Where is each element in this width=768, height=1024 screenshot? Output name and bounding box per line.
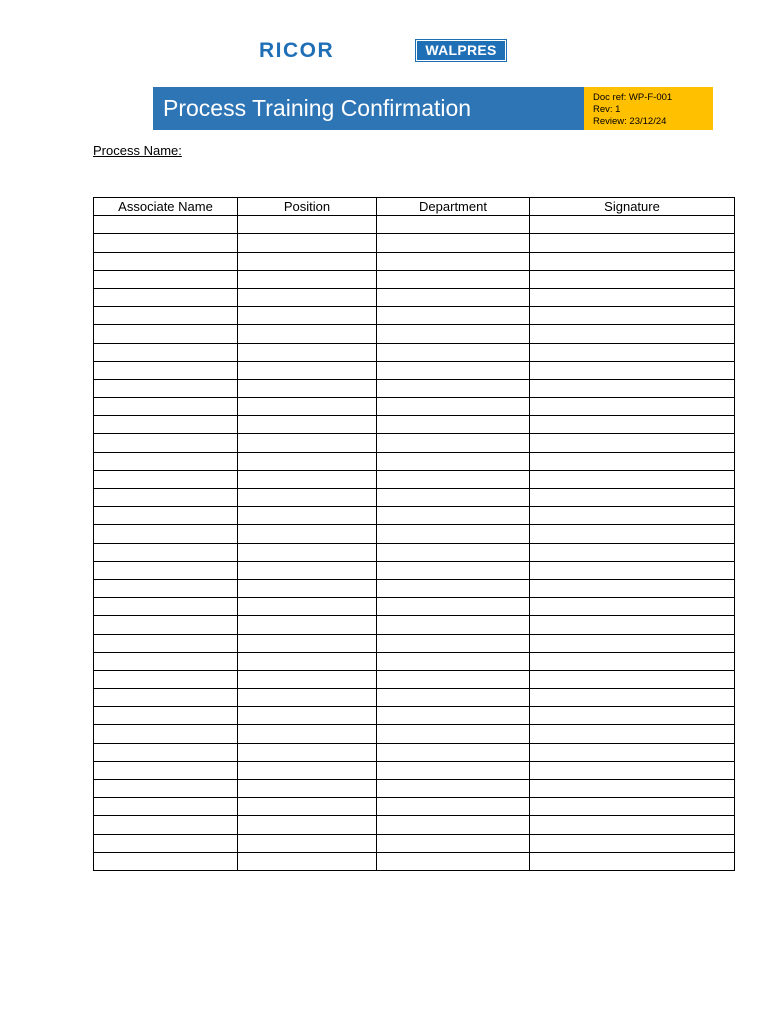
table-row bbox=[94, 325, 735, 343]
department-cell[interactable] bbox=[377, 816, 530, 834]
table-row bbox=[94, 361, 735, 379]
walpres-logo bbox=[415, 39, 507, 62]
table-row bbox=[94, 561, 735, 579]
associate-name-cell[interactable] bbox=[94, 288, 238, 306]
signature-cell[interactable] bbox=[530, 780, 735, 798]
department-cell[interactable] bbox=[377, 743, 530, 761]
signature-cell[interactable] bbox=[530, 434, 735, 452]
position-cell[interactable] bbox=[238, 361, 377, 379]
department-cell[interactable] bbox=[377, 761, 530, 779]
position-cell[interactable] bbox=[238, 634, 377, 652]
department-cell[interactable] bbox=[377, 725, 530, 743]
associate-name-cell[interactable] bbox=[94, 470, 238, 488]
doc-rev: Rev: 1 bbox=[593, 104, 621, 115]
associate-name-cell[interactable] bbox=[94, 270, 238, 288]
signature-cell[interactable] bbox=[530, 361, 735, 379]
signature-cell[interactable] bbox=[530, 725, 735, 743]
page-title: Process Training Confirmation bbox=[163, 95, 472, 121]
associate-name-cell[interactable] bbox=[94, 307, 238, 325]
signature-cell[interactable] bbox=[530, 834, 735, 852]
table-row bbox=[94, 525, 735, 543]
signature-cell[interactable] bbox=[530, 452, 735, 470]
table-row bbox=[94, 579, 735, 597]
signature-cell[interactable] bbox=[530, 798, 735, 816]
department-cell[interactable] bbox=[377, 470, 530, 488]
signature-cell[interactable] bbox=[530, 579, 735, 597]
department-cell[interactable] bbox=[377, 561, 530, 579]
doc-ref: Doc ref: WP-F-001 bbox=[593, 92, 673, 103]
signature-cell[interactable] bbox=[530, 670, 735, 688]
position-cell[interactable] bbox=[238, 798, 377, 816]
signature-cell[interactable] bbox=[530, 343, 735, 361]
table-row bbox=[94, 689, 735, 707]
signature-cell[interactable] bbox=[530, 561, 735, 579]
table-row bbox=[94, 489, 735, 507]
associate-name-cell[interactable] bbox=[94, 325, 238, 343]
signature-cell[interactable] bbox=[530, 234, 735, 252]
signature-cell[interactable] bbox=[530, 288, 735, 306]
signature-cell[interactable] bbox=[530, 816, 735, 834]
signature-cell[interactable] bbox=[530, 470, 735, 488]
department-cell[interactable] bbox=[377, 343, 530, 361]
department-cell[interactable] bbox=[377, 525, 530, 543]
associate-name-cell[interactable] bbox=[94, 634, 238, 652]
table-row bbox=[94, 543, 735, 561]
associate-name-cell[interactable] bbox=[94, 216, 238, 234]
table-body bbox=[94, 216, 735, 871]
signature-cell[interactable] bbox=[530, 761, 735, 779]
table-row bbox=[94, 234, 735, 252]
table-row bbox=[94, 434, 735, 452]
table-row bbox=[94, 379, 735, 397]
signature-cell[interactable] bbox=[530, 216, 735, 234]
signature-cell[interactable] bbox=[530, 379, 735, 397]
signature-cell[interactable] bbox=[530, 489, 735, 507]
department-cell[interactable] bbox=[377, 579, 530, 597]
department-cell[interactable] bbox=[377, 288, 530, 306]
table-row bbox=[94, 343, 735, 361]
position-cell[interactable] bbox=[238, 780, 377, 798]
department-cell[interactable] bbox=[377, 307, 530, 325]
table-row bbox=[94, 616, 735, 634]
signature-cell[interactable] bbox=[530, 325, 735, 343]
table-row bbox=[94, 725, 735, 743]
signature-cell[interactable] bbox=[530, 543, 735, 561]
signature-cell[interactable] bbox=[530, 852, 735, 870]
associate-name-cell[interactable] bbox=[94, 816, 238, 834]
associate-name-cell[interactable] bbox=[94, 489, 238, 507]
associate-name-cell[interactable] bbox=[94, 343, 238, 361]
associate-name-cell[interactable] bbox=[94, 689, 238, 707]
associate-name-cell[interactable] bbox=[94, 852, 238, 870]
associate-name-cell[interactable] bbox=[94, 670, 238, 688]
department-cell[interactable] bbox=[377, 652, 530, 670]
signature-cell[interactable] bbox=[530, 398, 735, 416]
position-cell[interactable] bbox=[238, 307, 377, 325]
position-cell[interactable] bbox=[238, 670, 377, 688]
associate-name-cell[interactable] bbox=[94, 361, 238, 379]
position-cell[interactable] bbox=[238, 761, 377, 779]
position-cell[interactable] bbox=[238, 416, 377, 434]
associate-name-cell[interactable] bbox=[94, 652, 238, 670]
position-cell[interactable] bbox=[238, 834, 377, 852]
department-cell[interactable] bbox=[377, 216, 530, 234]
position-cell[interactable] bbox=[238, 816, 377, 834]
position-cell[interactable] bbox=[238, 216, 377, 234]
signature-cell[interactable] bbox=[530, 416, 735, 434]
position-cell[interactable] bbox=[238, 652, 377, 670]
table-row bbox=[94, 598, 735, 616]
position-cell[interactable] bbox=[238, 689, 377, 707]
position-cell[interactable] bbox=[238, 561, 377, 579]
table-row bbox=[94, 398, 735, 416]
signature-cell[interactable] bbox=[530, 270, 735, 288]
position-cell[interactable] bbox=[238, 325, 377, 343]
position-cell[interactable] bbox=[238, 288, 377, 306]
associate-name-cell[interactable] bbox=[94, 798, 238, 816]
table-row bbox=[94, 507, 735, 525]
department-cell[interactable] bbox=[377, 780, 530, 798]
table-row bbox=[94, 798, 735, 816]
table-row bbox=[94, 416, 735, 434]
department-cell[interactable] bbox=[377, 452, 530, 470]
associate-name-cell[interactable] bbox=[94, 725, 238, 743]
department-cell[interactable] bbox=[377, 379, 530, 397]
position-cell[interactable] bbox=[238, 707, 377, 725]
signature-cell[interactable] bbox=[530, 689, 735, 707]
position-cell[interactable] bbox=[238, 452, 377, 470]
associate-name-cell[interactable] bbox=[94, 525, 238, 543]
process-name-label: Process Name: bbox=[93, 143, 182, 158]
associate-name-cell[interactable] bbox=[94, 616, 238, 634]
associate-name-cell[interactable] bbox=[94, 416, 238, 434]
doc-info-box bbox=[584, 87, 713, 130]
associate-name-cell[interactable] bbox=[94, 743, 238, 761]
position-cell[interactable] bbox=[238, 270, 377, 288]
signature-cell[interactable] bbox=[530, 307, 735, 325]
department-cell[interactable] bbox=[377, 670, 530, 688]
associate-name-cell[interactable] bbox=[94, 543, 238, 561]
training-roster-table bbox=[93, 197, 735, 871]
department-cell[interactable] bbox=[377, 234, 530, 252]
position-cell[interactable] bbox=[238, 743, 377, 761]
table-row bbox=[94, 743, 735, 761]
table-row bbox=[94, 634, 735, 652]
department-cell[interactable] bbox=[377, 598, 530, 616]
walpres-logo-text: WALPRES bbox=[417, 41, 505, 60]
associate-name-cell[interactable] bbox=[94, 452, 238, 470]
associate-name-cell[interactable] bbox=[94, 234, 238, 252]
department-cell[interactable] bbox=[377, 616, 530, 634]
position-cell[interactable] bbox=[238, 398, 377, 416]
department-cell[interactable] bbox=[377, 852, 530, 870]
position-cell[interactable] bbox=[238, 470, 377, 488]
associate-name-cell[interactable] bbox=[94, 834, 238, 852]
associate-name-cell[interactable] bbox=[94, 252, 238, 270]
table-row bbox=[94, 852, 735, 870]
signature-cell[interactable] bbox=[530, 598, 735, 616]
table-row bbox=[94, 452, 735, 470]
table-row bbox=[94, 707, 735, 725]
table-row bbox=[94, 816, 735, 834]
associate-name-cell[interactable] bbox=[94, 434, 238, 452]
ricor-logo: RICOR bbox=[259, 39, 335, 62]
department-cell[interactable] bbox=[377, 507, 530, 525]
department-cell[interactable] bbox=[377, 361, 530, 379]
position-cell[interactable] bbox=[238, 725, 377, 743]
department-cell[interactable] bbox=[377, 252, 530, 270]
associate-name-cell[interactable] bbox=[94, 561, 238, 579]
associate-name-cell[interactable] bbox=[94, 707, 238, 725]
department-cell[interactable] bbox=[377, 416, 530, 434]
department-cell[interactable] bbox=[377, 270, 530, 288]
table-row bbox=[94, 288, 735, 306]
associate-name-cell[interactable] bbox=[94, 761, 238, 779]
signature-cell[interactable] bbox=[530, 634, 735, 652]
position-cell[interactable] bbox=[238, 579, 377, 597]
position-cell[interactable] bbox=[238, 489, 377, 507]
column-header-position: Position bbox=[238, 198, 377, 216]
associate-name-cell[interactable] bbox=[94, 398, 238, 416]
table-row bbox=[94, 780, 735, 798]
column-header-signature: Signature bbox=[530, 198, 735, 216]
signature-cell[interactable] bbox=[530, 616, 735, 634]
department-cell[interactable] bbox=[377, 689, 530, 707]
signature-cell[interactable] bbox=[530, 252, 735, 270]
position-cell[interactable] bbox=[238, 616, 377, 634]
table-row bbox=[94, 216, 735, 234]
position-cell[interactable] bbox=[238, 852, 377, 870]
department-cell[interactable] bbox=[377, 325, 530, 343]
title-bar bbox=[153, 87, 584, 130]
signature-cell[interactable] bbox=[530, 525, 735, 543]
table-row bbox=[94, 270, 735, 288]
position-cell[interactable] bbox=[238, 543, 377, 561]
position-cell[interactable] bbox=[238, 598, 377, 616]
position-cell[interactable] bbox=[238, 507, 377, 525]
associate-name-cell[interactable] bbox=[94, 598, 238, 616]
position-cell[interactable] bbox=[238, 434, 377, 452]
table-row bbox=[94, 834, 735, 852]
department-cell[interactable] bbox=[377, 834, 530, 852]
department-cell[interactable] bbox=[377, 634, 530, 652]
department-cell[interactable] bbox=[377, 398, 530, 416]
department-cell[interactable] bbox=[377, 489, 530, 507]
table-row bbox=[94, 761, 735, 779]
table-row bbox=[94, 307, 735, 325]
position-cell[interactable] bbox=[238, 525, 377, 543]
associate-name-cell[interactable] bbox=[94, 780, 238, 798]
position-cell[interactable] bbox=[238, 252, 377, 270]
table-header-row bbox=[94, 198, 735, 216]
doc-review-date: Review: 23/12/24 bbox=[593, 116, 667, 127]
table-row bbox=[94, 652, 735, 670]
table-row bbox=[94, 470, 735, 488]
position-cell[interactable] bbox=[238, 234, 377, 252]
signature-cell[interactable] bbox=[530, 507, 735, 525]
signature-cell[interactable] bbox=[530, 743, 735, 761]
position-cell[interactable] bbox=[238, 343, 377, 361]
associate-name-cell[interactable] bbox=[94, 579, 238, 597]
associate-name-cell[interactable] bbox=[94, 379, 238, 397]
department-cell[interactable] bbox=[377, 798, 530, 816]
associate-name-cell[interactable] bbox=[94, 507, 238, 525]
column-header-department: Department bbox=[377, 198, 530, 216]
table-row bbox=[94, 252, 735, 270]
position-cell[interactable] bbox=[238, 379, 377, 397]
signature-cell[interactable] bbox=[530, 652, 735, 670]
column-header-associate-name: Associate Name bbox=[94, 198, 238, 216]
department-cell[interactable] bbox=[377, 434, 530, 452]
signature-cell[interactable] bbox=[530, 707, 735, 725]
department-cell[interactable] bbox=[377, 543, 530, 561]
table-row bbox=[94, 670, 735, 688]
department-cell[interactable] bbox=[377, 707, 530, 725]
